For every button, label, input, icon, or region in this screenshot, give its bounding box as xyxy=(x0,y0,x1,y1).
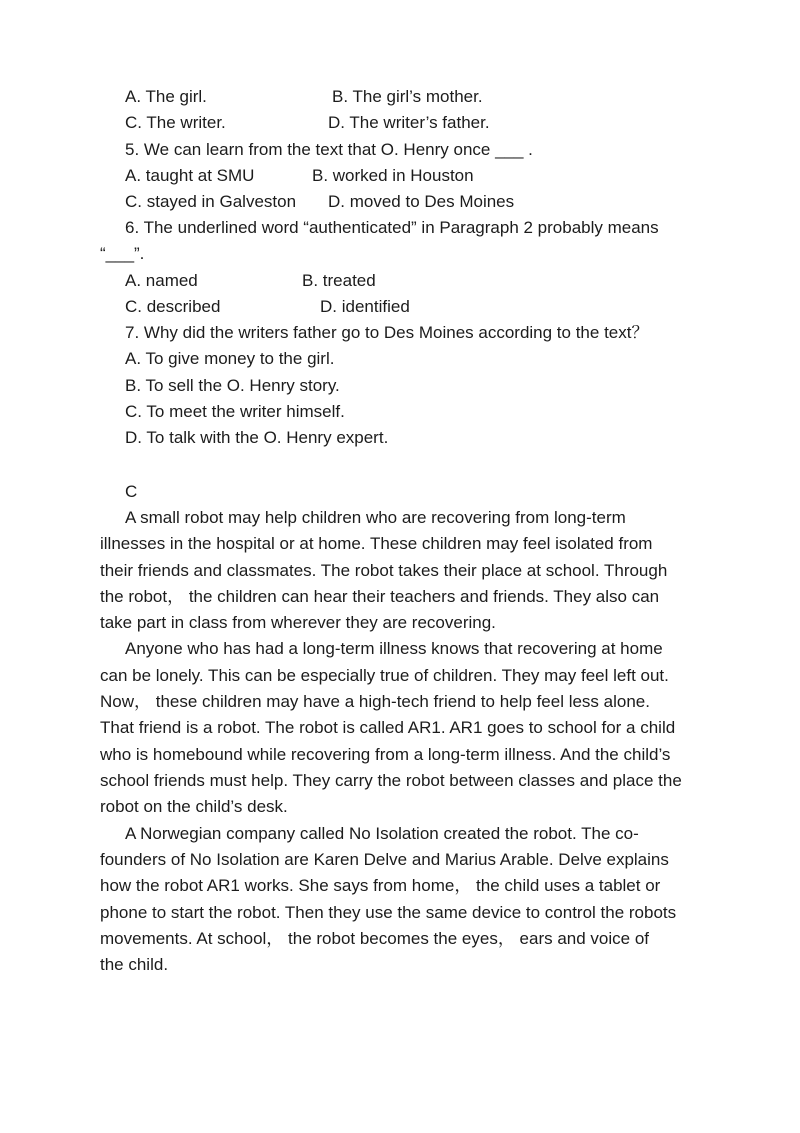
para1-line: the robot， the children can hear their teachers and friends. They also can xyxy=(100,587,660,606)
section-c-label: C xyxy=(125,482,138,501)
para2-line: can be lonely. This can be especially true of children. They may feel left out. xyxy=(100,666,669,685)
q5-option-a: A. taught at SMU xyxy=(125,166,255,185)
para2-line: who is homebound while recovering from a long-term illness. And the child’s xyxy=(100,745,671,764)
q7-question: 7. Why did the writers father go to Des Moines according to the text？ xyxy=(125,323,649,342)
para3-line: how the robot AR1 works. She says from home， the child uses a tablet or xyxy=(100,876,661,895)
para1-line: take part in class from wherever they are recovering. xyxy=(100,613,496,632)
para3-line: movements. At school， the robot becomes the eyes， ears and voice of xyxy=(100,929,650,948)
q7-option-c: C. To meet the writer himself. xyxy=(125,402,345,421)
q7-option-b: B. To sell the O. Henry story. xyxy=(125,376,340,395)
q7-option-a: A. To give money to the girl. xyxy=(125,349,335,368)
q4-option-d: D. The writer’s father. xyxy=(328,113,490,132)
q5-question: 5. We can learn from the text that O. Henry once ___ . xyxy=(125,140,533,159)
q6-option-d: D. identified xyxy=(320,297,410,316)
q6-option-c: C. described xyxy=(125,297,221,316)
para3-line: phone to start the robot. Then they use the same device to control the robots xyxy=(100,903,677,922)
para1-line: their friends and classmates. The robot takes their place at school. Through xyxy=(100,561,668,580)
q5-option-d: D. moved to Des Moines xyxy=(328,192,515,211)
para1-line: illnesses in the hospital or at home. These children may feel isolated from xyxy=(100,534,653,553)
para3-line: the child. xyxy=(100,955,169,974)
para2-line: school friends must help. They carry the robot between classes and place the xyxy=(100,771,682,790)
para3-line: A Norwegian company called No Isolation created the robot. The co- xyxy=(125,824,639,843)
q4-option-a: A. The girl. xyxy=(125,87,207,106)
q5-option-b: B. worked in Houston xyxy=(312,166,474,185)
q4-option-b: B. The girl’s mother. xyxy=(332,87,483,106)
para1-line: A small robot may help children who are recovering from long-term xyxy=(125,508,626,527)
para2-line: robot on the child’s desk. xyxy=(100,797,288,816)
para2-line: Now， these children may have a high-tech friend to help feel less alone. xyxy=(100,692,650,711)
q7-option-d: D. To talk with the O. Henry expert. xyxy=(125,428,389,447)
para2-line: That friend is a robot. The robot is called AR1. AR1 goes to school for a child xyxy=(100,718,676,737)
q4-option-c: C. The writer. xyxy=(125,113,226,132)
q6-question-continuation: “___”. xyxy=(100,244,145,263)
q6-option-a: A. named xyxy=(125,271,198,290)
para3-line: founders of No Isolation are Karen Delve and Marius Arable. Delve explains xyxy=(100,850,669,869)
q5-option-c: C. stayed in Galveston xyxy=(125,192,297,211)
q6-option-b: B. treated xyxy=(302,271,376,290)
q6-question: 6. The underlined word “authenticated” in Paragraph 2 probably means xyxy=(125,218,659,237)
para2-line: Anyone who has had a long-term illness knows that recovering at home xyxy=(125,639,663,658)
